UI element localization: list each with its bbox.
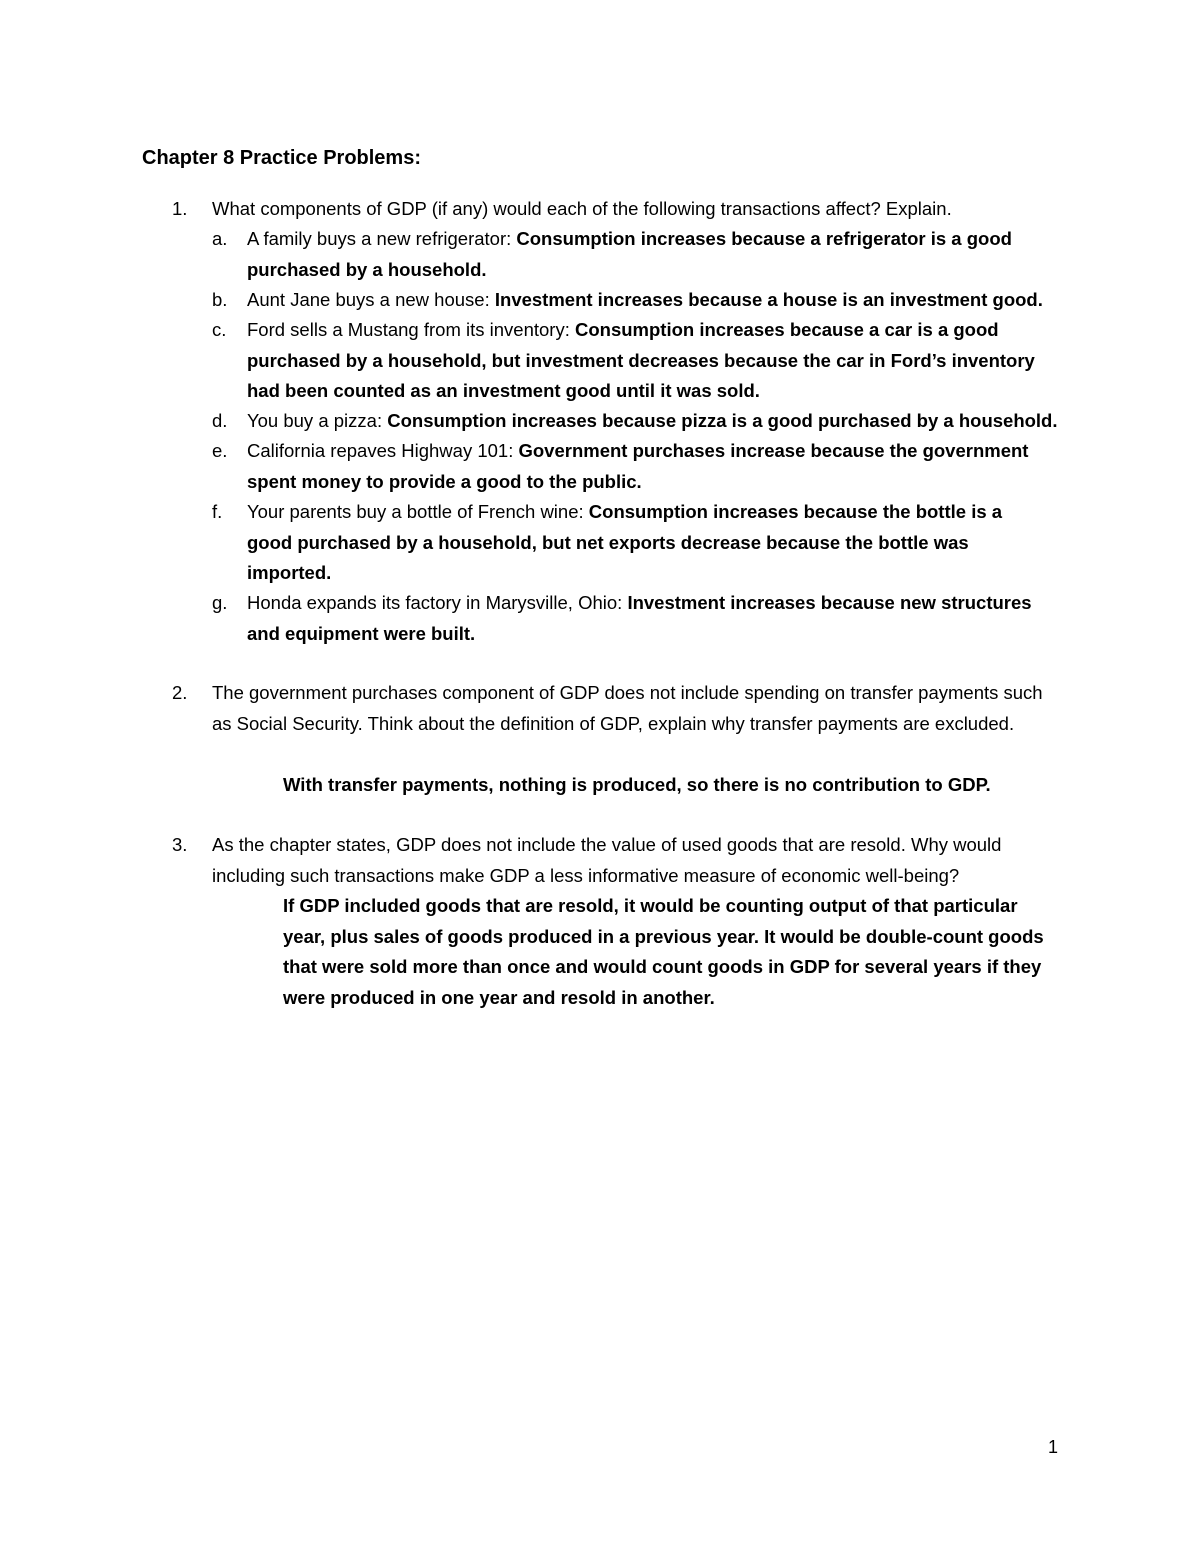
sub-item-prompt: Aunt Jane buys a new house:	[247, 289, 495, 310]
sub-item-answer: Consumption increases because a car is a good purchased by a household, but investment decreases because the car in Ford’s inventory had been counted as an investment good until it was sold.	[247, 319, 1035, 401]
sub-item-answer: Investment increases because a house is an investment good.	[494, 289, 1043, 310]
answer-text: If GDP included goods that are resold, it would be counting output of that particular year, plus sales of goods produced in a previous year. It would be double-count goods that were sold more than once and would count goods in GDP for several years if they were produced in one year and resold in another.	[283, 895, 1044, 1008]
sub-item-prompt: A family buys a new refrigerator:	[247, 228, 517, 249]
sub-item-letter: d.	[212, 410, 228, 431]
page-title: Chapter 8 Practice Problems:	[142, 147, 421, 169]
sub-item-prompt: Honda expands its factory in Marysville, Ohio:	[247, 592, 628, 613]
sub-item-body	[247, 497, 1037, 589]
question-number: 3.	[172, 834, 188, 855]
sub-item-answer: Consumption increases because the bottle is a good purchased by a household, but net exports decrease because the bottle was imported.	[247, 501, 1003, 583]
sub-item-answer: Investment increases because new structures and equipment were built.	[247, 592, 1032, 644]
sub-item-answer: Consumption increases because pizza is a good purchased by a household.	[387, 410, 1058, 431]
sub-item-letter: c.	[212, 319, 227, 340]
sub-item-prompt: California repaves Highway 101:	[247, 440, 519, 461]
sub-item-letter: a.	[212, 228, 228, 249]
sub-item-prompt: Ford sells a Mustang from its inventory:	[247, 319, 575, 340]
sub-item-answer: Consumption increases because a refrigerator is a good purchased by a household.	[247, 228, 1012, 280]
sub-item-body	[247, 224, 1037, 285]
sub-item-body	[247, 285, 1062, 316]
sub-item-body	[247, 315, 1047, 407]
sub-item-prompt: You buy a pizza:	[247, 410, 388, 431]
sub-item-body	[247, 406, 1062, 437]
sub-item-body	[247, 436, 1052, 497]
answer-text: With transfer payments, nothing is produced, so there is no contribution to GDP.	[283, 774, 991, 795]
question-number: 2.	[172, 682, 188, 703]
sub-item-prompt: Your parents buy a bottle of French wine:	[247, 501, 589, 522]
page-number: 1	[1048, 1437, 1059, 1457]
sub-item-letter: b.	[212, 289, 228, 310]
sub-item-letter: g.	[212, 592, 228, 613]
question-number: 1.	[172, 198, 188, 219]
question-text: What components of GDP (if any) would each of the following transactions affect? Explain.	[212, 198, 952, 219]
question-text: The government purchases component of GDP does not include spending on transfer payments such as Social Security. Think about the definition of GDP, explain why transfer payments are excluded.	[212, 682, 1043, 734]
question-text: As the chapter states, GDP does not include the value of used goods that are resold. Why would including such transactions make GDP a less informative measure of economic well-being?	[212, 834, 1002, 886]
sub-item-body	[247, 588, 1062, 649]
sub-item-answer: Government purchases increase because the government spent money to provide a good to the public.	[247, 440, 1029, 492]
sub-item-letter: e.	[212, 440, 228, 461]
sub-item-letter: f.	[212, 501, 223, 522]
